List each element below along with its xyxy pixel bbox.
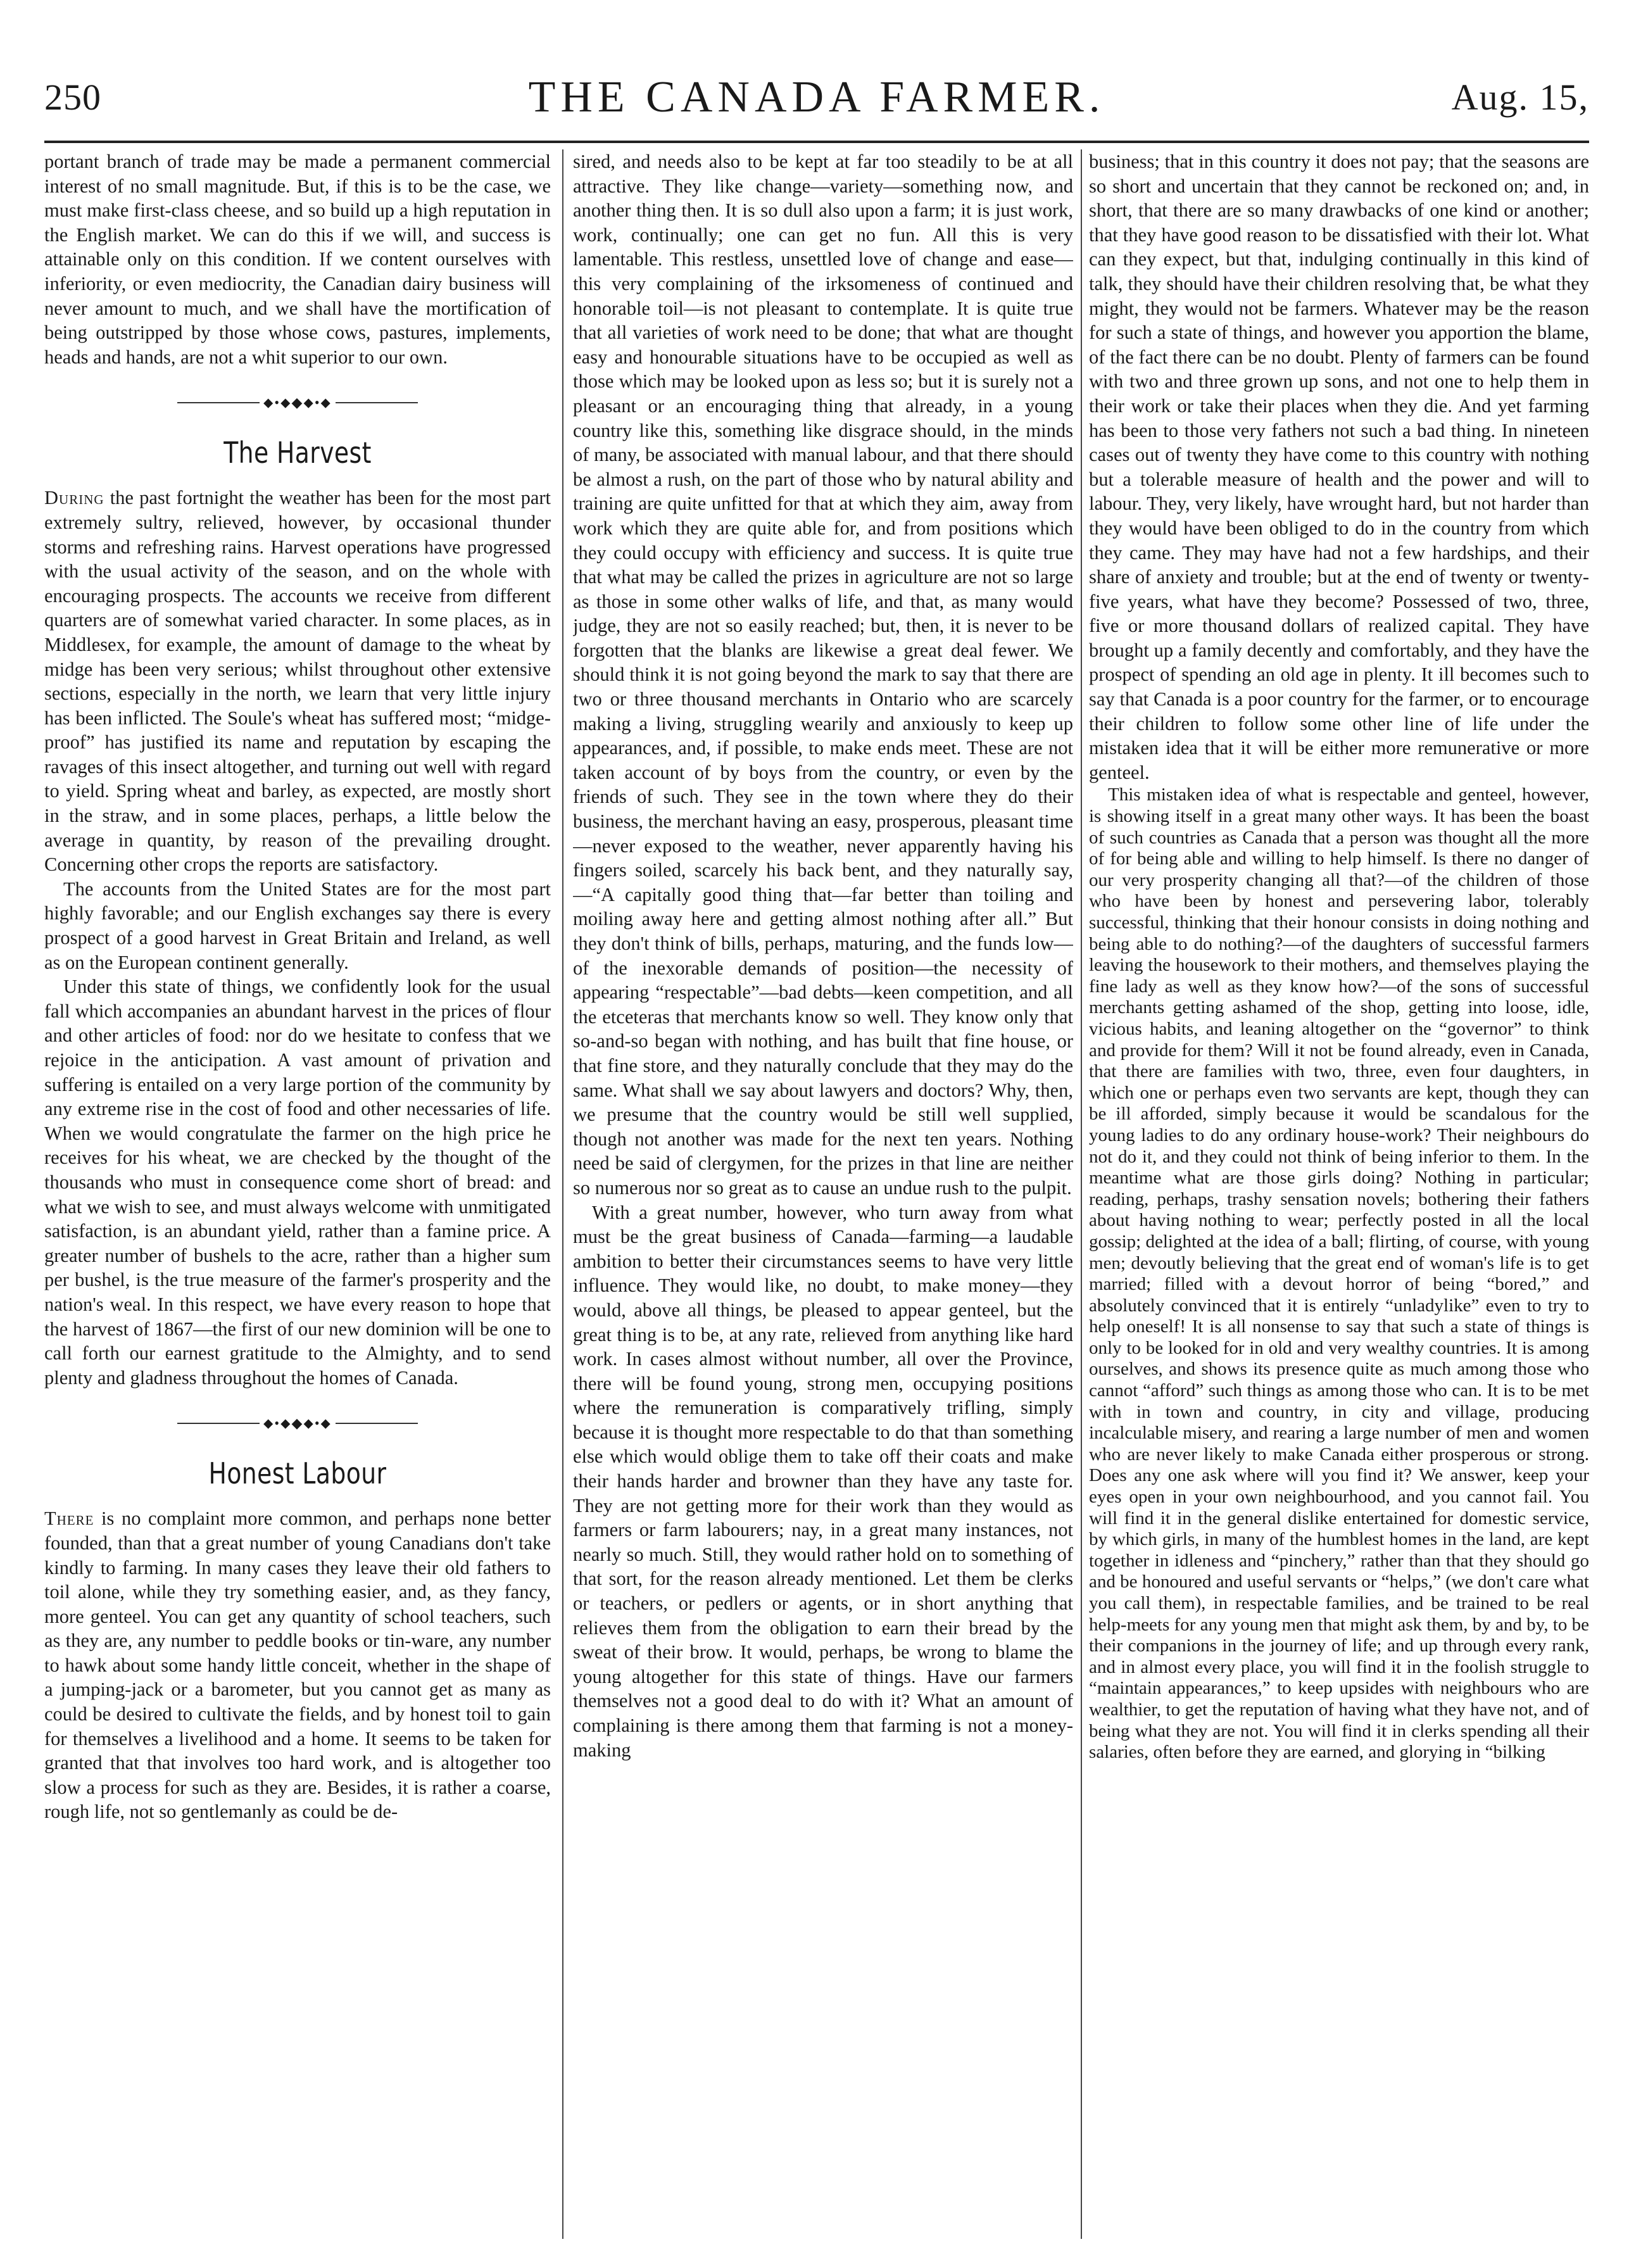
harvest-paragraph-1-text: the past fortnight the weather has been for the most part extremely sultry, relieved, however, by occasional thunder storms and refreshing rains. Harvest operations have progressed with the usual activity of the season, and on the whole with encouraging prospects. The accounts we receive from different quarters are of somewhat varied character. In some places, as in Middlesex, for example, the amount of damage to the wheat by midge has been very serious; whilst throughout other extensive sections, especially in the north, we learn that very little injury has been inflicted. The Soule's wheat has suffered most; “midge-proof” has justified its name and reputation by escaping the ravages of this insect altogether, and turning out well with regard to yield. Spring wheat and barley, as expected, are mostly short in the straw, and in some places, perhaps, a little below the average in quantity, by reason of the prevailing drought. Concerning other crops the reports are satisfactory.	[44, 487, 551, 876]
ornament-symbol: ⬥•⬥◆⬥•⬥	[263, 1415, 332, 1432]
masthead-title: THE CANADA FARMER.	[528, 73, 1105, 122]
page-number: 250	[44, 77, 101, 118]
labour-paragraph-1	[44, 1506, 551, 1824]
section-ornament	[44, 391, 551, 412]
labour-lead-word: There	[44, 1508, 94, 1530]
dairy-paragraph: portant branch of trade may be made a permanent commercial interest of no small magnitude. But, if this is to be the case, we must make first-class cheese, and so build up a high reputation in the English market. We can do this if we will, and success is attainable only on this condition. If we content ourselves with inferiority, or even mediocrity, the Canadian dairy business will never amount to much, and we shall have the mortification of being outstripped by those whose cows, pastures, implements, heads and hands, are not a whit superior to our own.	[44, 151, 551, 368]
labour-heading: Honest Labour	[208, 1456, 387, 1491]
column-1	[44, 149, 551, 2239]
ornament-symbol: ⬥•⬥◆⬥•⬥	[263, 394, 332, 411]
labour-paragraph-2: sired, and needs also to be kept at far too steadily to be at all attractive. They like change—variety—something now, and another thing then. It is so dull also upon a farm; it is just work, work, continually; one can get no fun. All this is very lamentable. This restless, unsettled love of change and ease—this very complaining of the irksomeness of continued and honorable toil—is not pleasant to contemplate. It is quite true that all varieties of work need to be done; that what are thought easy and honourable situations have to be occupied as well as those which may be looked upon as less so; but it is surely not a pleasant or an encouraging thing that already, in a young country like this, something like disgrace should, in the minds of many, be associated with manual labour, and that there should be almost a rush, on the part of those who by natural ability and training are quite unfitted for that at which they aim, away from work which they are quite able for, and from positions which they could occupy with efficiency and success. It is quite true that what may be called the prizes in agriculture are not so large as those in some other walks of life, and that, as many would judge, they are not so easily reached; but, then, it is never to be forgotten that the blanks are likewise a great deal fewer. We should think it is not going beyond the mark to say that there are two or three thousand merchants in Ontario who are scarcely making a living, struggling wearily and anxiously to keep up appearances, and, if possible, to make ends meet. These are not taken account of by boys from the country, or even by the friends of such. They see in the town where they do their business, the merchant having an easy, prosperous, pleasant time—never exposed to the weather, never apparently having his fingers soiled, scarcely his back bent, and they naturally say,—“A capitally good thing that—far better than toiling and moiling away here and getting almost nothing after all.” But they don't think of bills, perhaps, maturing, and the funds low—of the inexorable demands of position—the necessity of appearing “respectable”—bad debts—keen competition, and all the etceteras that merchants know so well. They know only that so-and-so began with nothing, and has built that fine house, or that fine store, and they naturally conclude that they may do the same. What shall we say about lawyers and doctors? Why, then, we presume that the country would be still well supplied, though not another was made for the next ten years. Nothing need be said of clergymen, for the prizes in that line are neither so numerous nor so great as to cause an undue rush to the pulpit.	[573, 151, 1073, 1199]
page-header	[44, 73, 1589, 133]
header-rule	[44, 141, 1589, 143]
harvest-heading: The Harvest	[223, 436, 372, 470]
labour-paragraph-4: business; that in this country it does not pay; that the seasons are so short and uncertain that they cannot be reckoned on; and, in short, that there are so many drawbacks of one kind or another; that they have good reason to be dissatisfied with their lot. What can they expect, but that, indulging continually in this kind of talk, they should have their children resolving that, be what they might, they would not be farmers. Whatever may be the reason for such a state of things, and however you apportion the blame, of the fact there can be no doubt. Plenty of farmers can be found with two and three grown up sons, and not one to help them in their work or take their places when they die. And yet farming has been to those very fathers not such a bad thing. In nineteen cases out of twenty they have come to this country with nothing but a tolerable measure of health and the power and will to labour. They, very likely, have wrought hard, but not harder than they would have been obliged to do in the country from which they came. They may have had not a few hardships, and their share of anxiety and trouble; but at the end of twenty or twenty-five years, what have they become? Possessed of two, three, five or more thousand dollars of realized capital. They have brought up a family decently and comfortably, and they have the prospect of spending an old age in plenty. It ill becomes such to say that Canada is a poor country for the farmer, or to encourage their children to follow some other line of life under the mistaken idea that it will be either more remunerative or more genteel.	[1089, 151, 1589, 783]
harvest-lead-word: During	[44, 487, 104, 509]
labour-paragraph-3: With a great number, however, who turn away from what must be the great business of Canada—farming—a laudable ambition to better their circumstances seems to have very little influence. They would like, no doubt, to make money—they would, above all things, be pleased to appear genteel, but the great thing is to be, at any rate, relieved from anything like hard work. In cases almost without number, all over the Province, there will be found young, strong men, occupying positions where the remuneration is comparatively trifling, simply because it is thought more respectable to do that than something else which would oblige them to take off their coats and make their hands harder and browner than they have any taste for. They are not getting more for their work than they would as farmers or farm labourers; nay, in a great many instances, not nearly so much. Still, they would rather hold on to something of that sort, for the reason already mentioned. Let them be clerks or teachers, or pedlers or agents, or in short anything that relieves them from the obligation to earn their bread by the sweat of their brow. It would, perhaps, be wrong to blame the young altogether for this state of things. Have our farmers themselves not a good deal to do with it? What an amount of complaining is there among them that farming is not a money-making	[573, 1201, 1073, 1761]
harvest-paragraph-1	[44, 486, 551, 877]
column-2	[573, 149, 1073, 2239]
section-ornament	[44, 1411, 551, 1433]
harvest-paragraph-3: Under this state of things, we confidently look for the usual fall which accompanies an abundant harvest in the prices of flour and other articles of food: nor do we hesitate to confess that we rejoice in the anticipation. A vast amount of privation and suffering is entailed on a very large portion of the community by any extreme rise in the cost of food and other necessaries of life. When we would congratulate the farmer on the high price he receives for his wheat, we are checked by the thought of the thousands who must in consequence come short of bread: and what we wish to see, and must always welcome with unmitigated satisfaction, is an abundant yield, rather than a famine price. A greater number of bushels to the acre, rather than a higher sum per bushel, is the true measure of the farmer's prosperity and the nation's weal. In this respect, we have every reason to hope that the harvest of 1867—the first of our new dominion will be one to call forth our earnest gratitude to the Almighty, and to send plenty and gladness throughout the homes of Canada.	[44, 976, 551, 1389]
labour-paragraph-5: This mistaken idea of what is respectable and genteel, however, is showing itself in a great many other ways. It has been the boast of such countries as Canada that a person was thought all the more of for being able and willing to help himself. Is there no danger of our very prosperity changing all that?—of the children of those who have been by honest and persevering labor, tolerably successful, thinking that their honour consists in doing nothing and being able to do nothing?—of the daughters of successful farmers leaving the housework to their mothers, and themselves playing the fine lady as well as they know how?—of the sons of successful merchants getting ashamed of the shop, getting into loose, idle, vicious habits, and leaning altogether on the “governor” to think and provide for them? Will it not be found already, even in Canada, that there are families with two, three, even four daughters, in which one or perhaps even two servants are kept, though they can be ill afforded, simply because it would be scandalous for the young ladies to do any ordinary house-work? Their neighbours do not do it, and they could not think of being inferior to them. In the meantime what are those girls doing? Nothing in particular; reading, perhaps, trashy sensation novels; bothering their fathers about having nothing to wear; perfectly posted in all the local gossip; delighted at the idea of a ball; flirting, of course, with young men; devoutly believing that the great end of woman's life is to get married; filled with a devout horror of being “bored,” and absolutely convinced that it is entirely “unladylike” even to try to help oneself! It is all nonsense to say that such a state of things is only to be looked for in old and very wealthy countries. It is among ourselves, and shows its presence quite as much among those who cannot “afford” such things as among those who can. It is to be met with in town and country, in city and village, producing incalculable misery, and rearing a large number of men and women who are never likely to make Canada either prosperous or strong. Does any one ask where will you find it? We answer, keep your eyes open in your own neighbourhood, and you cannot fail. You will find it in the general dislike entertained for domestic service, by which girls, in many of the humblest homes in the land, are kept together in idleness and “pinchery,” rather than that they should go and be honoured and useful servants or “helps,” (we don't care what you call them), in respectable families, and be trained to be real help-meets for any young men that might ask them, by and by, to be their companions in the journey of life; and up through every rank, and in almost every place, you will find it in the foolish struggle to “maintain appearances,” to keep upsides with neighbours who are wealthier, to get the reputation of having what they have not, and of being what they are not. You will find it in clerks spending all their salaries, often before they are earned, and glorying in “bilking	[1089, 784, 1589, 1763]
column-3	[1089, 149, 1589, 2239]
labour-paragraph-1-text: is no complaint more common, and perhaps none better founded, than that a great number of young Canadians don't take kindly to farming. In many cases they leave their old fathers to toil alone, while they try something easier, and, as they fancy, more genteel. You can get any quantity of school teachers, such as they are, any number to peddle books or tin-ware, any number to hawk about some handy little conceit, whether in the shape of a jumping-jack or a barometer, but you cannot get as many as could be desired to cultivate the fields, and by honest toil to gain for themselves a livelihood and a home. It seems to be taken for granted that that involves too hard work, and is altogether too slow a process for such as they are. Besides, it is rather a coarse, rough life, not so gentlemanly as could be de-	[44, 1508, 551, 1823]
column-divider	[1081, 149, 1082, 2239]
harvest-paragraph-2: The accounts from the United States are for the most part highly favorable; and our English exchanges say there is every prospect of a good harvest in Great Britain and Ireland, as well as on the European continent generally.	[44, 878, 551, 973]
issue-date: Aug. 15,	[1451, 77, 1589, 118]
column-divider	[562, 149, 563, 2239]
